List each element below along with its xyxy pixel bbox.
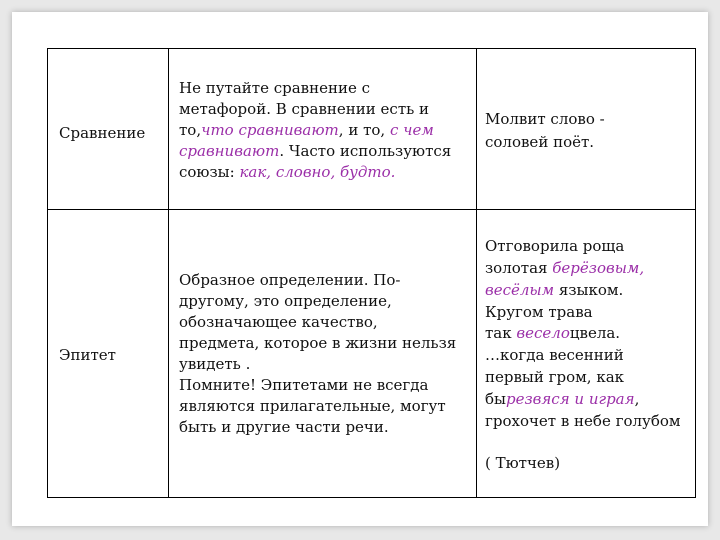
definition-line: Не путайте сравнение с xyxy=(179,79,371,97)
comparison-table xyxy=(47,48,696,498)
text-fragment: союзы: xyxy=(179,163,240,181)
example-line: соловей поёт. xyxy=(485,133,595,151)
example-line xyxy=(485,280,623,301)
example-line: …когда весенний xyxy=(485,346,624,364)
text-fragment: то, xyxy=(179,121,202,139)
slide xyxy=(12,12,708,526)
text-fragment: золотая xyxy=(485,259,553,277)
highlight-what-compared: что сравнивают xyxy=(201,121,339,139)
row-divider xyxy=(48,209,695,210)
highlight-with-what: с чем xyxy=(389,121,434,139)
definition-line xyxy=(179,120,434,141)
example-line: первый гром, как xyxy=(485,368,625,386)
definition-line: предмета, которое в жизни нельзя xyxy=(179,334,457,352)
highlight-compared: сравнивают xyxy=(179,142,280,160)
definition-line: являются прилагательные, могут xyxy=(179,397,446,415)
example-line xyxy=(485,323,620,344)
text-fragment: , xyxy=(634,390,640,408)
definition-line: быть и другие части речи. xyxy=(179,418,389,436)
definition-line: Образное определении. По- xyxy=(179,271,401,289)
text-fragment: цвела. xyxy=(569,324,621,342)
highlight-conjunctions: как, словно, будто. xyxy=(239,163,396,181)
highlight-epithet: весёлым xyxy=(485,281,555,299)
example-line xyxy=(485,389,639,410)
example-line: Молвит слово - xyxy=(485,110,605,128)
column-divider xyxy=(476,49,477,497)
example-author: ( Тютчев) xyxy=(485,454,561,472)
text-fragment: , и то, xyxy=(338,121,390,139)
highlight-epithet: весело xyxy=(516,324,570,342)
text-fragment: . Часто используются xyxy=(279,142,452,160)
text-fragment: так xyxy=(485,324,517,342)
definition-line: увидеть . xyxy=(179,355,251,373)
definition-line: обозначающее качество, xyxy=(179,313,378,331)
definition-line xyxy=(179,141,451,162)
column-divider xyxy=(168,49,169,497)
example-line xyxy=(485,258,644,279)
example-line: Отговорила роща xyxy=(485,237,625,255)
text-fragment: бы xyxy=(485,390,506,408)
term-comparison: Сравнение xyxy=(59,124,146,142)
highlight-epithet: резвяся и играя xyxy=(505,390,635,408)
example-line: Кругом трава xyxy=(485,303,593,321)
highlight-epithet: берёзовым, xyxy=(552,259,645,277)
term-epithet: Эпитет xyxy=(59,346,116,364)
definition-line xyxy=(179,162,395,183)
definition-line: метафорой. В сравнении есть и xyxy=(179,100,430,118)
definition-line: другому, это определение, xyxy=(179,292,392,310)
text-fragment: языком. xyxy=(554,281,624,299)
example-line: грохочет в небе голубом xyxy=(485,412,681,430)
definition-line: Помните! Эпитетами не всегда xyxy=(179,376,429,394)
